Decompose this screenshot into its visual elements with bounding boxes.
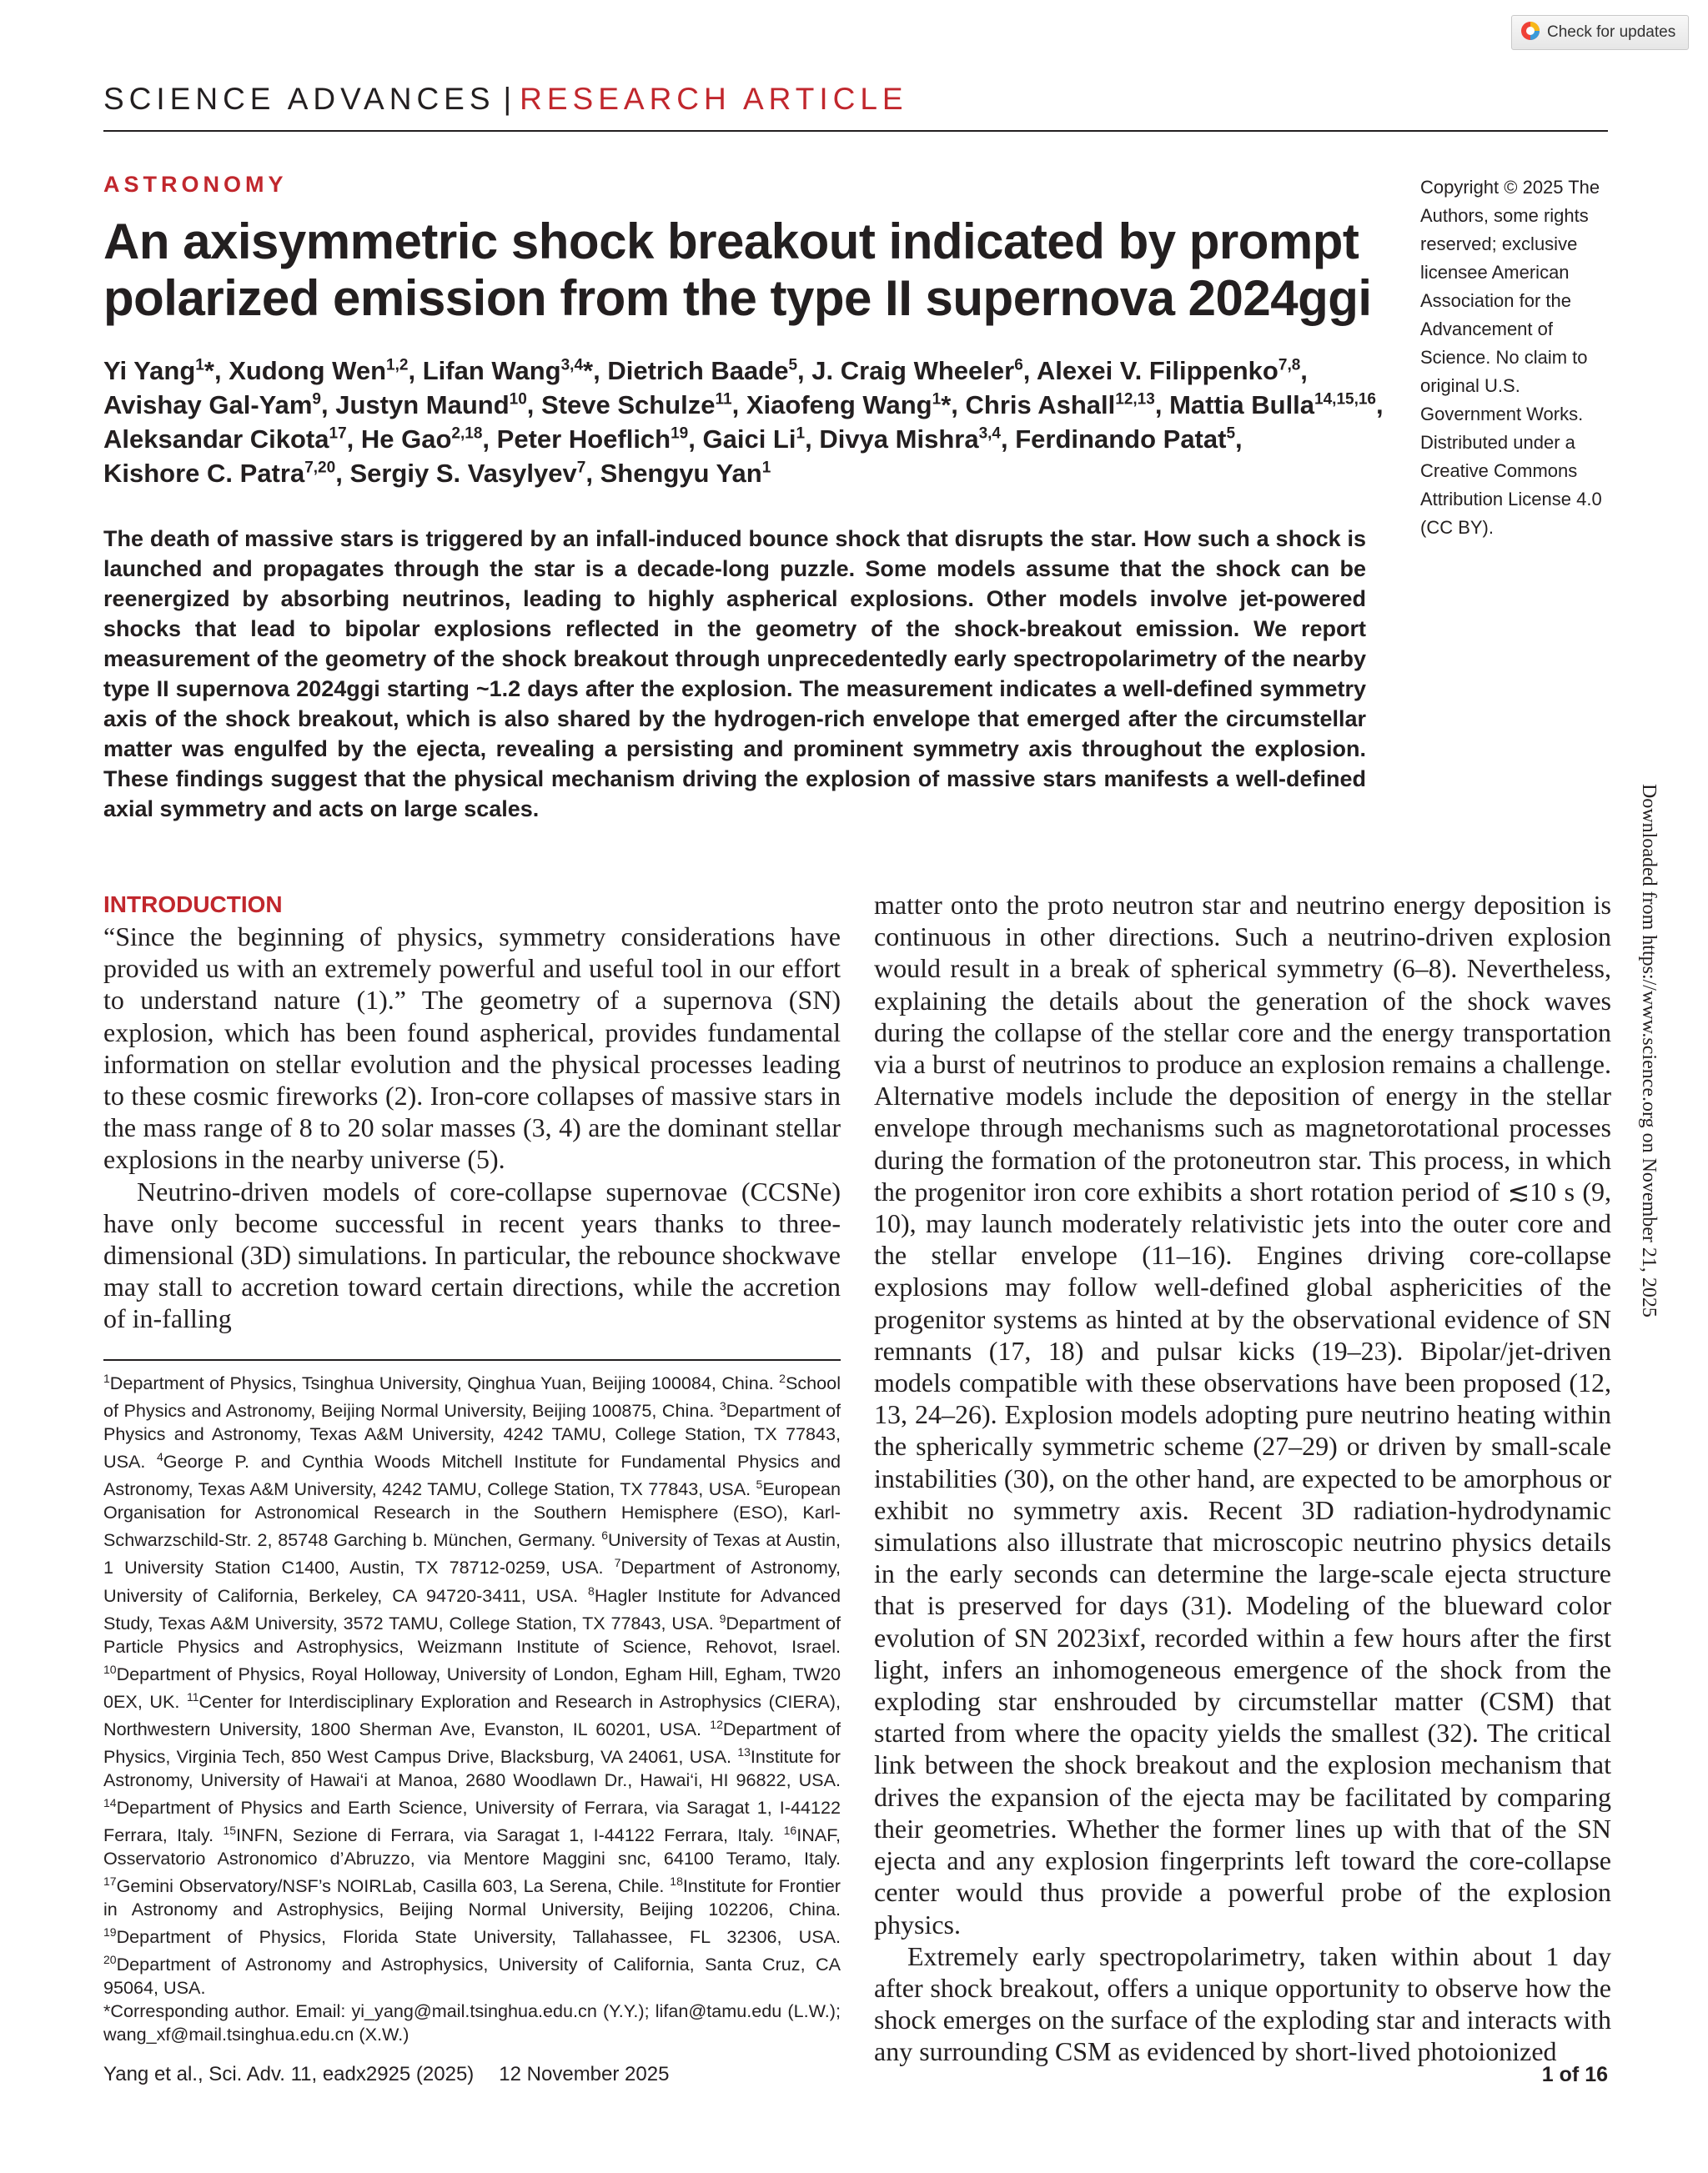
download-note	[1633, 784, 1666, 1518]
body-paragraph: “Since the beginning of physics, symmetry considerations have provided us with an extremely powerful and useful tool in our effort to understand nature (1).” The geometry of a supernova (SN) explosion, which has been found aspherical, provides fundamental information on stellar evolution and the physical processes leading to these cosmic fireworks (2). Iron-core collapses of massive stars in the mass range of 8 to 20 solar masses (3, 4) are the dominant stellar explosions in the nearby universe (5).	[103, 921, 841, 1175]
check-for-updates-button[interactable]	[1511, 15, 1689, 50]
affiliation-item: $^2$School of Physics and Astronomy, Beijing Normal University, Beijing 100875, China.	[103, 1372, 841, 1422]
affiliation-mark: 7	[576, 459, 586, 477]
affiliation-item: $^3$Department of Physics and Astronomy, Texas A&M University, 4242 TAMU, College Station, TX 77843, USA.	[103, 1399, 841, 1473]
affiliation-mark: 12,13	[1115, 390, 1155, 409]
affiliation-mark: 2,18	[451, 424, 483, 443]
affiliation-item: $^{11}$Center for Interdisciplinary Exploration and Research in Astrophysics (CIERA), Northwestern University, 1800 Sherman Ave, Evanston, IL 60201, USA.	[103, 1689, 841, 1739]
affiliation-mark: 1	[932, 390, 942, 409]
author-name: Yi Yang$^1$*,	[103, 356, 222, 385]
abstract: The death of massive stars is triggered by an infall-induced bounce shock that disrupts the star. How such a shock is launched and propagates through the star is a decade-long puzzle. Some models assume that the shock can be reenergized by absorbing neutrinos, leading to highly aspherical explosions. Other models involve jet-powered shocks that lead to bipolar explosions reflected in the geometry of the shock-breakout emission. We report measurement of the geometry of the shock breakout through unprecedentedly early spectropolarimetry of the nearby type II supernova 2024ggi starting ~1.2 days after the explosion. The measurement indicates a well-defined symmetry axis of the shock breakout, which is also shared by the hydrogen-rich envelope that emerged after the circumstellar matter was engulfed by the ejecta, revealing a persisting and prominent symmetry axis throughout the explosion. These findings suggest that the physical mechanism driving the explosion of massive stars manifests a well-defined axial symmetry and acts on large scales.	[103, 526, 1366, 821]
author-name: Peter Hoeflich$^{19}$,	[496, 424, 696, 454]
affiliation-item: $^{14}$Department of Physics and Earth Science, University of Ferrara, via Saragat 1, I-44122 Ferrara, Italy.	[103, 1795, 841, 1846]
affiliation-mark: 10	[509, 390, 527, 409]
affiliation-mark: 5	[788, 356, 798, 374]
author-list	[103, 354, 1404, 490]
affiliation-mark: 7,20	[304, 459, 336, 477]
author-name: J. Craig Wheeler$^6$,	[811, 356, 1031, 385]
affiliation-item: $^{18}$Institute for Frontier in Astronomy and Astrophysics, Beijing Normal University, Beijing 102206, China.	[103, 1874, 841, 1920]
author-name: Kishore C. Patra$^{7,20}$,	[103, 459, 343, 488]
author-name: Divya Mishra$^{3,4}$,	[819, 424, 1008, 454]
author-name: Aleksandar Cikota$^{17}$,	[103, 424, 354, 454]
author-name: Shengyu Yan$^1$	[600, 459, 771, 488]
affiliation-mark: 1	[195, 356, 204, 374]
affiliation-mark: 9	[312, 390, 321, 409]
affiliation-mark: 5	[1226, 424, 1236, 443]
copyright-notice: Copyright © 2025 The Authors, some rights reserved; exclusive licensee American Association for the Advancement of Science. No claim to original U.S. Government Works. Distributed under a Creative Commons Attribution License 4.0 (CC BY).	[1420, 177, 1602, 538]
footnote-rule	[103, 1359, 841, 1361]
affiliation-item: $^7$Department of Astronomy, University of California, Berkeley, CA 94720-3411, USA.	[103, 1556, 841, 1606]
affiliation-mark: 1	[796, 424, 806, 443]
affiliation-item: $^{19}$Department of Physics, Florida State University, Tallahassee, FL 32306, USA.	[103, 1925, 841, 1948]
author-name: Sergiy S. Vasylyev$^7$,	[349, 459, 593, 488]
header-rule	[103, 130, 1608, 132]
affiliation-mark: 14,15,16	[1314, 390, 1376, 409]
body-paragraph: Neutrino-driven models of core-collapse supernovae (CCSNe) have only become successful in recent years thanks to three-dimensional (3D) simulations. In particular, the rebounce shockwave may stall to accretion toward certain directions, while the accretion of in-falling	[103, 1176, 841, 1334]
footer-citation	[103, 2063, 669, 2086]
introduction-heading: INTRODUCTION	[103, 891, 283, 917]
affiliation-item: $^9$Department of Particle Physics and Astrophysics, Weizmann Institute of Science, Rehovot, Israel.	[103, 1611, 841, 1657]
check-for-updates-label: Check for updates	[1547, 23, 1676, 41]
journal-name: SCIENCE ADVANCES	[103, 82, 495, 116]
author-name: Lifan Wang$^{3,4}$*,	[422, 356, 600, 385]
citation-text: Yang et al., Sci. Adv. 11, eadx2925 (2025)	[103, 2063, 475, 2085]
article-type: RESEARCH ARTICLE	[520, 82, 908, 116]
body-paragraph: Extremely early spectropolarimetry, taken within about 1 day after shock breakout, offers a unique opportunity to observe how the shock emerges on the surface of the exploding star and interacts with any surrounding CSM as evidenced by short-lived photoionized	[874, 1940, 1611, 2067]
affiliation-item: $^5$European Organisation for Astronomical Research in the Southern Hemisphere (ESO), Karl-Schwarzschild-Str. 2, 85748 Garching b. München, Germany.	[103, 1478, 841, 1551]
publication-date: 12 November 2025	[499, 2063, 670, 2085]
affiliation-mark: 1,2	[386, 356, 409, 374]
left-column	[103, 889, 841, 1335]
affiliation-item: $^6$University of Texas at Austin, 1 University Station C1400, Austin, TX 78712-0259, USA.	[103, 1528, 841, 1578]
author-name: Xiaofeng Wang$^1$*,	[746, 390, 958, 419]
affiliation-mark: 6	[1014, 356, 1023, 374]
affiliation-mark: 19	[671, 424, 689, 443]
author-name: Steve Schulze$^{11}$,	[541, 390, 740, 419]
affiliation-item: $^{17}$Gemini Observatory/NSF’s NOIRLab, Casilla 603, La Serena, Chile.	[103, 1874, 671, 1897]
author-name: Ferdinando Patat$^5$,	[1015, 424, 1243, 454]
affiliation-item: $^{20}$Department of Astronomy and Astrophysics, University of California, Santa Cruz, CA 95064, USA.	[103, 1952, 841, 1999]
journal-header	[103, 82, 908, 117]
affiliations	[103, 1368, 841, 2046]
crossmark-icon	[1520, 21, 1540, 45]
affiliation-item: $^8$Hagler Institute for Advanced Study, Texas A&M University, 3572 TAMU, College Station, TX 77843, USA.	[103, 1583, 841, 1634]
author-name: Avishay Gal-Yam$^9$,	[103, 390, 329, 419]
affiliation-mark: 1	[761, 459, 771, 477]
author-name: Justyn Maund$^{10}$,	[335, 390, 535, 419]
author-name: Chris Ashall$^{12,13}$,	[965, 390, 1163, 419]
article-title: An axisymmetric shock breakout indicated by prompt polarized emission from the type II supernova 2024ggi	[103, 213, 1372, 326]
author-name: Dietrich Baade$^5$,	[607, 356, 805, 385]
download-note-text: Downloaded from https://www.science.org on November 21, 2025	[1638, 784, 1660, 1317]
header-separator: |	[503, 82, 512, 116]
affiliation-item: $^{12}$Department of Physics, Virginia Tech, 850 West Campus Drive, Blacksburg, VA 24061, USA.	[103, 1717, 841, 1767]
section-label: ASTRONOMY	[103, 172, 288, 197]
affiliation-item: $^{10}$Department of Physics, Royal Holloway, University of London, Egham Hill, Egham, TW20 0EX, UK.	[103, 1662, 841, 1712]
affiliation-item: $^{16}$INAF, Osservatorio Astronomico d’Abruzzo, via Mentore Maggini snc, 64100 Teramo, Italy.	[103, 1823, 841, 1869]
right-column	[874, 889, 1611, 2068]
affiliation-item: $^{13}$Institute for Astronomy, University of Hawai‘i at Manoa, 2680 Woodlawn Dr., Hawai‘i, HI 96822, USA.	[103, 1744, 841, 1790]
affiliation-mark: 3,4	[978, 424, 1001, 443]
author-name: He Gao$^{2,18}$,	[360, 424, 490, 454]
page-number: 1 of 16	[1541, 2063, 1608, 2086]
affiliation-mark: 7,8	[1278, 356, 1301, 374]
body-paragraph: matter onto the proto neutron star and neutrino energy deposition is continuous in other directions. Such a neutrino-driven explosion would result in a break of spherical symmetry (6–8). Nevertheless, explaining the details about the generation of the shock waves during the collapse of the stellar core and the energy transportation via a burst of neutrinos to produce an explosion remains a challenge. Alternative models include the deposition of energy in the stellar envelope through mechanisms such as magnetorotational processes during the formation of the protoneutron star. This process, in which the progenitor iron core exhibits a short rotation period of ≲10 s (9, 10), may launch moderately relativistic jets into the outer core and the stellar envelope (11–16). Engines driving core-collapse explosions may follow well-defined global asphericities of the progenitor systems as hinted at by the observational evidence of SN remnants (17, 18) and pulsar kicks (19–23). Bipolar/jet-driven models compatible with these observations have been proposed (12, 13, 24–26). Explosion models adopting pure neutrino heating within the spherically symmetric scheme (27–29) or driven by small-scale instabilities (30), on the other hand, are expected to be amorphous or exhibit no symmetry axis. Recent 3D radiation-hydrodynamic simulations also illustrate that microscopic neutrino physics details in the early seconds can determine the large-scale ejecta structure that is preserved for days (31). Modeling of the blueward color evolution of SN 2023ixf, recorded within a few hours after the first light, infers an inhomogeneous emergence of the shock from the exploding star enshrouded by circumstellar matter (CSM) that started from where the opacity yields the smallest (32). The critical link between the shock breakout and the explosion mechanism that drives the expansion of the ejecta may be facilitated by comparing their geometries. Whether the former lines up with that of the SN ejecta and any explosion fingerprints left toward the core-collapse center would thus provide a powerful probe of the explosion physics.	[874, 890, 1611, 1940]
affiliation-mark: 3,4	[560, 356, 584, 374]
author-name: Mattia Bulla$^{14,15,16}$,	[1169, 390, 1384, 419]
author-name: Xudong Wen$^{1,2}$,	[229, 356, 416, 385]
affiliation-mark: 17	[329, 424, 347, 443]
affiliation-item: $^4$George P. and Cynthia Woods Mitchell Institute for Fundamental Physics and Astronomy, Texas A&M University, 4242 TAMU, College Station, TX 77843, USA.	[103, 1450, 841, 1500]
affiliation-mark: 11	[715, 390, 732, 409]
author-name: Gaici Li$^1$,	[702, 424, 812, 454]
affiliation-item: $^1$Department of Physics, Tsinghua University, Qinghua Yuan, Beijing 100084, China.	[103, 1372, 780, 1394]
corresponding-author: *Corresponding author. Email: yi_yang@mail.tsinghua.edu.cn (Y.Y.); lifan@tamu.edu (L.W.); wang_xf@mail.tsinghua.edu.cn (X.W.)	[103, 2000, 841, 2045]
author-name: Alexei V. Filippenko$^{7,8}$,	[1036, 356, 1308, 385]
affiliation-list	[103, 1368, 841, 2000]
affiliation-item: $^{15}$INFN, Sezione di Ferrara, via Saragat 1, I-44122 Ferrara, Italy.	[223, 1823, 784, 1846]
